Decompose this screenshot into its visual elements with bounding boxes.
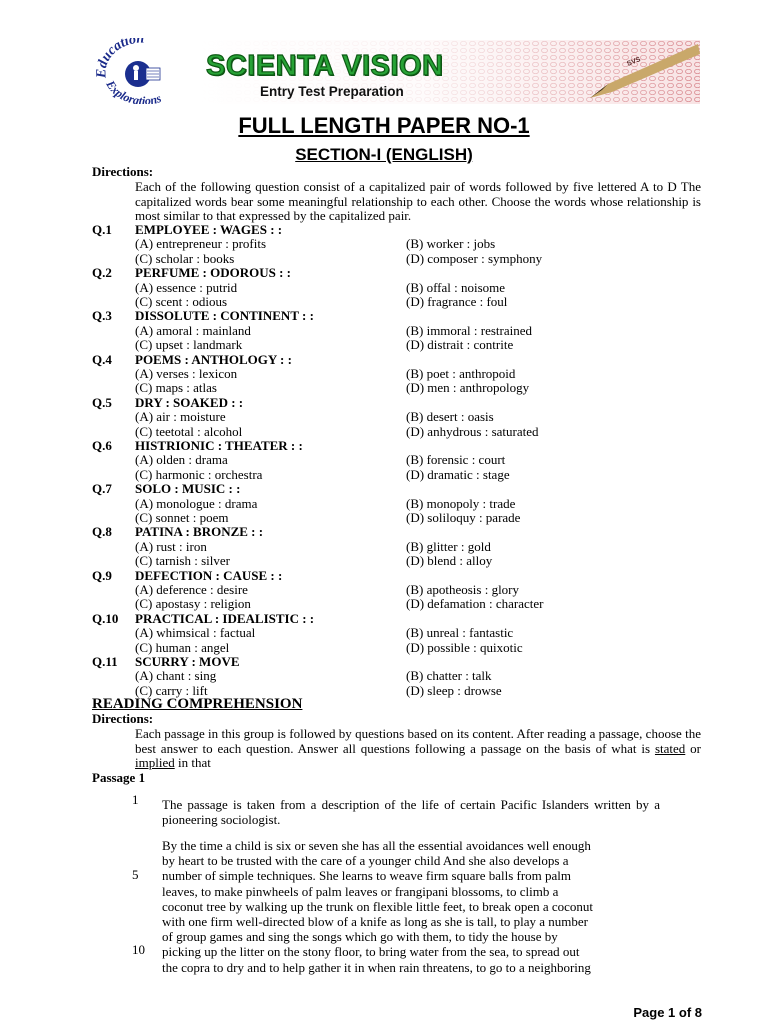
option-b: (B) desert : oasis	[406, 409, 494, 425]
reading-directions-end: in that	[174, 755, 211, 770]
question-number: Q.11	[92, 654, 118, 669]
passage-line: with one firm well-directed blow of a knife as long as she is tall, to play a number	[162, 914, 588, 929]
option-d: (D) anhydrous : saturated	[406, 423, 539, 439]
question-stem: DISSOLUTE : CONTINENT : :	[135, 308, 314, 324]
question-number: Q.9	[92, 567, 112, 583]
question-stem: DEFECTION : CAUSE : :	[135, 567, 283, 583]
option-c: (C) upset : landmark	[135, 337, 243, 353]
option-a: (A) essence : putrid	[135, 279, 238, 295]
line-number: 1	[132, 792, 139, 807]
paper-title: FULL LENGTH PAPER NO-1	[238, 113, 530, 138]
scienta-vision-banner	[198, 40, 700, 104]
question-stem: POEMS : ANTHOLOGY : :	[135, 351, 292, 367]
passage-line: the copra to dry and to help gather it in when rain threatens, to go to a neighboring	[162, 959, 591, 975]
option-c: (C) apostasy : religion	[135, 596, 251, 612]
brand-tagline: Entry Test Preparation	[260, 84, 404, 99]
option-d: (D) composer : symphony	[406, 250, 543, 266]
question-stem: DRY : SOAKED : :	[135, 394, 244, 410]
logo-top-text: ducation	[96, 38, 145, 70]
option-c: (C) tarnish : silver	[135, 553, 230, 569]
question-number: Q.4	[92, 351, 112, 367]
question-number: Q.2	[92, 265, 112, 281]
pencil-label: SVS	[626, 56, 642, 68]
option-b: (B) unreal : fantastic	[406, 625, 514, 641]
directions-text: Each of the following question consist of a capitalized pair of words followed by five lettered A to D The capitalized words bear some meaningful relationship to each other. Choose the words whose relationship is most similar to that expressed by the capitalized pair.	[135, 179, 701, 223]
option-b: (B) glitter : gold	[406, 538, 491, 554]
passage-line: number of simple techniques. She learns to weave firm square balls from palm	[162, 868, 572, 884]
option-a: (A) olden : drama	[135, 452, 228, 468]
option-b: (B) chatter : talk	[406, 668, 492, 684]
directions-label: Directions:	[92, 164, 154, 179]
option-d: (D) defamation : character	[406, 596, 544, 612]
option-b: (B) apotheosis : glory	[406, 582, 520, 597]
option-a: (A) chant : sing	[135, 668, 217, 684]
option-a: (A) verses : lexicon	[135, 366, 238, 381]
passage-line: of group games and sing the songs which go with them, to tidy the house by	[162, 929, 558, 945]
option-c: (C) teetotal : alcohol	[135, 423, 243, 439]
option-d: (D) dramatic : stage	[406, 466, 510, 482]
option-c: (C) maps : atlas	[135, 380, 217, 396]
line-number: 5	[132, 867, 139, 882]
question-number: Q.3	[92, 308, 112, 324]
question-stem: PRACTICAL : IDEALISTIC : :	[135, 610, 315, 626]
option-a: (A) air : moisture	[135, 409, 226, 425]
option-c: (C) sonnet : poem	[135, 510, 229, 525]
option-b: (B) poet : anthropoid	[406, 366, 516, 381]
option-c: (C) scent : odious	[135, 294, 228, 309]
question-stem: EMPLOYEE : WAGES : :	[135, 222, 283, 237]
section-title: SECTION-I (ENGLISH)	[295, 145, 473, 164]
passage-line: By the time a child is six or seven she has all the essential avoidances well enough	[162, 838, 591, 853]
question-stem: PATINA : BRONZE : :	[135, 524, 264, 540]
option-a: (A) amoral : mainland	[135, 322, 251, 338]
line-number: 10	[132, 942, 145, 957]
stated-word: stated	[654, 740, 686, 756]
passage-label: Passage 1	[92, 770, 146, 785]
passage-line: leaves, to make pinwheels of palm leaves or frangipani blossoms, to climb a	[162, 883, 559, 899]
option-b: (B) worker : jobs	[406, 236, 496, 252]
option-a: (A) monologue : drama	[135, 495, 258, 511]
question-number: Q.10	[92, 610, 119, 626]
option-c: (C) carry : lift	[135, 682, 208, 698]
page-number: Page 1 of 8	[633, 1005, 702, 1020]
passage-line: picking up the litter on the stony floor, to bring water from the sea, to spread out	[162, 944, 580, 960]
option-b: (B) forensic : court	[406, 452, 506, 468]
option-b: (B) monopoly : trade	[406, 495, 516, 511]
passage-intro: The passage is taken from a description of the life of certain Pacific Islanders written by a pioneering sociologist.	[162, 797, 660, 828]
option-d: (D) possible : quixotic	[406, 639, 523, 655]
question-stem: HISTRIONIC : THEATER : :	[135, 438, 303, 453]
question-stem: PERFUME : ODOROUS : :	[135, 265, 291, 281]
passage-line: by heart to be trusted with the care of a younger child And she also develops a	[162, 853, 569, 869]
or-word: or	[685, 740, 701, 756]
education-explorations-logo	[96, 38, 188, 104]
passage-line: coconut tree by walking up the trunk on flexible little feet, to break open a coconut	[162, 898, 594, 914]
brand-name: SCIENTA VISION	[206, 50, 444, 82]
question-number: Q.1	[92, 222, 112, 237]
implied-word: implied	[135, 755, 175, 770]
option-d: (D) blend : alloy	[406, 553, 493, 569]
option-d: (D) fragrance : foul	[406, 294, 508, 309]
option-d: (D) sleep : drowse	[406, 682, 502, 698]
question-stem: SOLO : MUSIC : :	[135, 481, 241, 497]
option-d: (D) men : anthropology	[406, 380, 530, 396]
question-stem: SCURRY : MOVE	[135, 654, 240, 669]
reading-directions-text	[135, 727, 701, 771]
option-c: (C) human : angel	[135, 639, 230, 655]
option-a: (A) deference : desire	[135, 582, 248, 597]
reading-comprehension-heading: READING COMPREHENSION	[92, 696, 303, 712]
question-number: Q.5	[92, 394, 112, 410]
option-d: (D) distrait : contrite	[406, 337, 514, 353]
question-number: Q.8	[92, 524, 112, 540]
option-a: (A) rust : iron	[135, 538, 207, 554]
option-d: (D) soliloquy : parade	[406, 510, 521, 525]
option-a: (A) entrepreneur : profits	[135, 236, 267, 252]
option-a: (A) whimsical : factual	[135, 625, 256, 641]
reading-directions-body: Each passage in this group is followed by questions based on its content. After reading a passage, choose the best answer to each question. Answer all questions following a passage on the basis of what is	[135, 726, 701, 756]
option-b: (B) immoral : restrained	[406, 322, 532, 338]
question-number: Q.6	[92, 438, 112, 453]
reading-directions-label: Directions:	[92, 711, 154, 726]
option-c: (C) harmonic : orchestra	[135, 466, 263, 482]
question-number: Q.7	[92, 481, 112, 497]
logo-bottom-text: Explorations	[103, 77, 164, 104]
option-c: (C) scholar : books	[135, 250, 235, 266]
option-b: (B) offal : noisome	[406, 279, 506, 295]
